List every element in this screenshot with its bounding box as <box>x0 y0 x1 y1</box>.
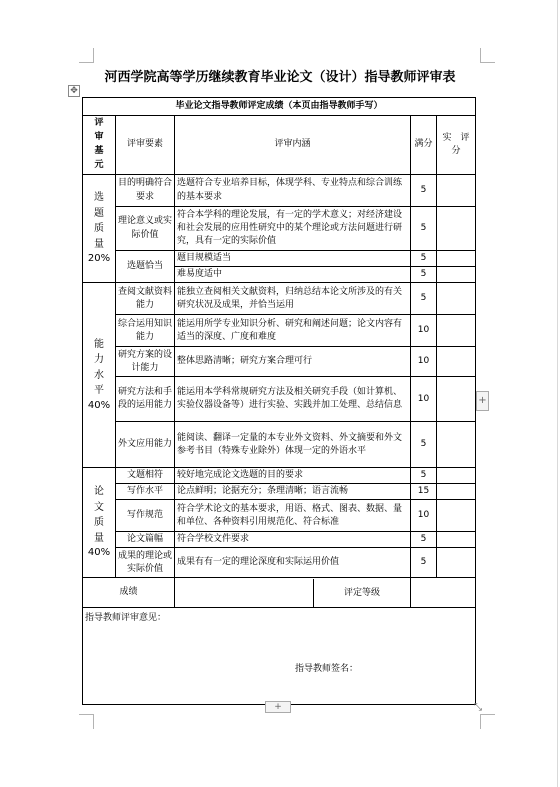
content-cell: 选题符合专业培养目标，体现学科、专业特点和综合训练的基本要求 <box>175 175 411 207</box>
full-score-cell: 5 <box>411 207 437 251</box>
content-cell: 符合学术论文的基本要求，用语、格式、图表、数据、量和单位、各种资料引用规范化、符合标准 <box>175 500 411 532</box>
element-cell: 文题相符 <box>116 468 175 484</box>
actual-score-cell[interactable] <box>437 207 476 251</box>
full-score-cell: 5 <box>411 267 437 283</box>
full-score-cell: 10 <box>411 377 437 422</box>
add-row-button[interactable]: + <box>265 701 291 713</box>
element-cell: 理论意义或实际价值 <box>116 207 175 251</box>
grade-row <box>175 578 411 608</box>
document-title: 河西学院高等学历继续教育毕业论文（设计）指导教师评审表 <box>104 70 456 85</box>
actual-score-cell[interactable] <box>437 532 476 548</box>
full-score-cell: 5 <box>411 283 437 315</box>
full-score-cell: 5 <box>411 532 437 548</box>
actual-score-cell[interactable] <box>437 251 476 267</box>
dimension-cell: 选题质量 20% <box>83 175 116 283</box>
header-actual-score: 实 评 分 <box>437 116 476 175</box>
element-cell: 查阅文献资料能力 <box>116 283 175 315</box>
grade-label: 成绩 <box>83 578 175 608</box>
full-score-cell: 5 <box>411 468 437 484</box>
actual-score-cell[interactable] <box>437 548 476 578</box>
actual-score-cell[interactable] <box>437 484 476 500</box>
element-cell: 研究方案的设计能力 <box>116 347 175 377</box>
margin-corner-mark <box>79 714 94 729</box>
element-cell: 论文篇幅 <box>116 532 175 548</box>
header-dimension: 评审基元 <box>83 116 116 175</box>
element-cell: 目的明确符合要求 <box>116 175 175 207</box>
content-cell: 能运用所学专业知识分析、研究和阐述问题；论文内容有适当的深度、广度和难度 <box>175 315 411 347</box>
rating-field[interactable] <box>411 578 476 608</box>
actual-score-cell[interactable] <box>437 468 476 484</box>
margin-corner-mark <box>480 714 495 729</box>
content-cell: 符合学校文件要求 <box>175 532 411 548</box>
element-cell: 选题恰当 <box>116 251 175 283</box>
full-score-cell: 5 <box>411 422 437 468</box>
element-cell: 综合运用知识能力 <box>116 315 175 347</box>
full-score-cell: 10 <box>411 500 437 532</box>
content-cell: 较好地完成论文选题的目的要求 <box>175 468 411 484</box>
content-cell: 能运用本学科常规研究方法及相关研究手段（如计算机、实验仪器设备等）进行实验、实践并加工处理、总结信息 <box>175 377 411 422</box>
comment-label: 指导教师评审意见： <box>85 613 167 624</box>
rating-label: 评定等级 <box>343 587 380 598</box>
table-resize-icon[interactable]: ⤡ <box>474 702 482 713</box>
margin-corner-mark <box>79 48 94 63</box>
content-cell: 题目规模适当 <box>175 251 411 267</box>
actual-score-cell[interactable] <box>437 267 476 283</box>
header-element: 评审要素 <box>116 116 175 175</box>
actual-score-cell[interactable] <box>437 377 476 422</box>
actual-score-cell[interactable] <box>437 347 476 377</box>
element-cell: 外文应用能力 <box>116 422 175 468</box>
full-score-cell: 5 <box>411 175 437 207</box>
actual-score-cell[interactable] <box>437 500 476 532</box>
actual-score-cell[interactable] <box>437 422 476 468</box>
content-cell: 能独立查阅相关文献资料，归纳总结本论文所涉及的有关研究状况及成果，并恰当运用 <box>175 283 411 315</box>
actual-score-cell[interactable] <box>437 283 476 315</box>
content-cell: 难易度适中 <box>175 267 411 283</box>
dimension-cell: 论文质量 40% <box>83 468 116 578</box>
element-cell: 写作水平 <box>116 484 175 500</box>
element-cell: 成果的理论或实际价值 <box>116 548 175 578</box>
full-score-cell: 5 <box>411 251 437 267</box>
full-score-cell: 5 <box>411 548 437 578</box>
evaluation-table <box>82 97 479 705</box>
comment-cell[interactable] <box>83 608 476 705</box>
content-cell: 整体思路清晰；研究方案合理可行 <box>175 347 411 377</box>
element-cell: 写作规范 <box>116 500 175 532</box>
signature-label: 指导教师签名： <box>295 664 359 675</box>
grade-field[interactable] <box>175 579 314 607</box>
table-title: 毕业论文指导教师评定成绩（本页由指导教师手写） <box>83 98 476 116</box>
add-column-button[interactable]: + <box>476 391 489 411</box>
content-cell: 论点鲜明；论据充分；条理清晰；语言流畅 <box>175 484 411 500</box>
margin-corner-mark <box>480 48 495 63</box>
header-full-score: 满分 <box>411 116 437 175</box>
full-score-cell: 10 <box>411 315 437 347</box>
table-move-handle-icon[interactable]: ✥ <box>68 85 80 97</box>
actual-score-cell[interactable] <box>437 175 476 207</box>
content-cell: 能阅读、翻译一定量的本专业外文资料、外文摘要和外文参考书目（特殊专业除外）体现一定的外语水平 <box>175 422 411 468</box>
content-cell: 符合本学科的理论发展，有一定的学术意义；对经济建设和社会发展的应用性研究中的某个理论或方法问题进行研究，具有一定的实际价值 <box>175 207 411 251</box>
dimension-cell: 能力水平 40% <box>83 283 116 468</box>
element-cell: 研究方法和手段的运用能力 <box>116 377 175 422</box>
header-content: 评审内涵 <box>175 116 411 175</box>
full-score-cell: 10 <box>411 347 437 377</box>
full-score-cell: 15 <box>411 484 437 500</box>
content-cell: 成果有有一定的理论深度和实际运用价值 <box>175 548 411 578</box>
actual-score-cell[interactable] <box>437 315 476 347</box>
